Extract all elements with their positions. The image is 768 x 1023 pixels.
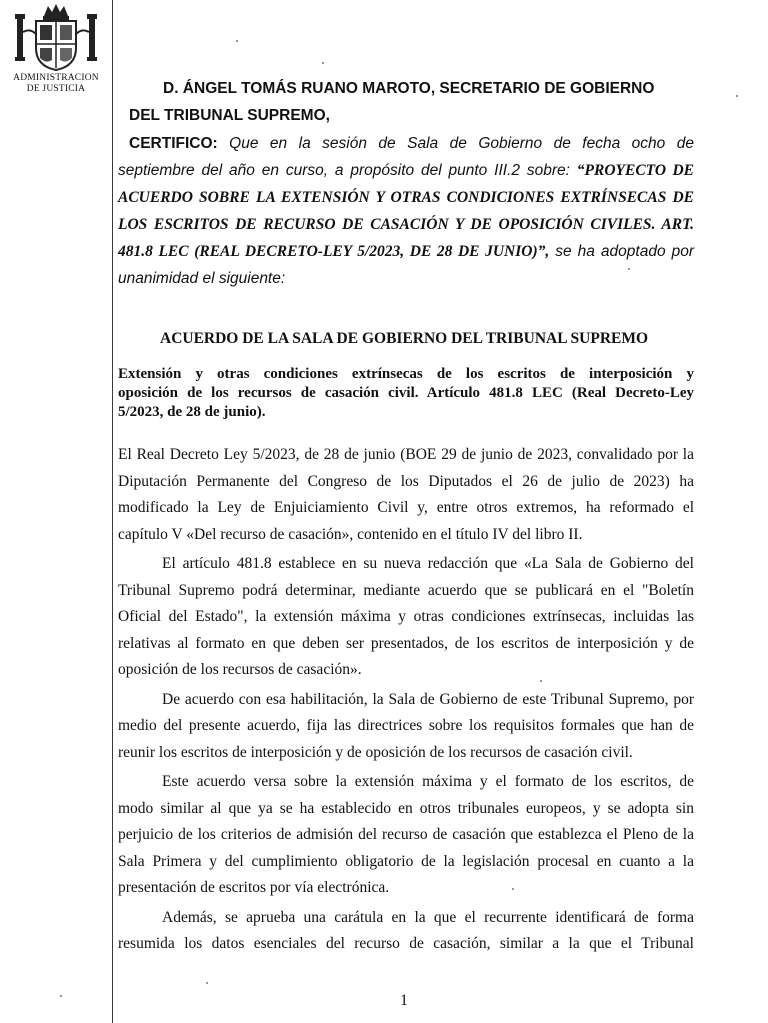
scan-speck: [206, 982, 208, 984]
body-line: El Real Decreto Ley 5/2023, de 28 de junio (BOE 29 de junio de 2023, convalidado por la: [118, 446, 694, 463]
margin-rule: [112, 0, 113, 1023]
coat-of-arms-icon: [14, 2, 98, 72]
institution-label: [10, 73, 102, 95]
subtitle-line: 5/2023, de 28 de junio).: [118, 404, 266, 420]
body-line: Sala Primera y del cumplimiento obligatorio de la legislación procesal en cuanto a la: [118, 852, 694, 870]
subtitle-line: Extensión y otras condiciones extrínsecas de los escritos de interposición y: [118, 366, 694, 382]
agreement-title: ACUERDO DE LA SALA DE GOBIERNO DEL TRIBUNAL SUPREMO: [160, 330, 649, 347]
certification-paragraph: [118, 130, 694, 292]
body-line: Tribunal Supremo podrá determinar, mediante acuerdo que se publicará en el "Boletín: [118, 581, 694, 599]
body-line: relativas al formato en que deben ser presentados, de los escritos de interposición y de: [118, 634, 694, 652]
certification-subject: “PROYECTO DE: [576, 162, 694, 179]
scan-speck: [236, 40, 238, 42]
body-line: presentación de escritos por vía electrónica.: [118, 879, 390, 896]
scan-speck: [628, 268, 630, 270]
agreement-subtitle: [118, 365, 694, 422]
paragraph: [118, 687, 694, 767]
scan-speck: [512, 888, 514, 890]
body-line: resumida los datos esenciales del recurso de casación, similar a la que el Tribunal: [118, 935, 694, 952]
certification-text: Que en la sesión de Sala de Gobierno de fecha ocho de: [217, 135, 694, 152]
scan-speck: [736, 95, 738, 97]
body-line: De acuerdo con esa habilitación, la Sala de Gobierno de este Tribunal Supremo, por: [162, 690, 694, 708]
institution-label-line-1: ADMINISTRACION: [13, 73, 99, 83]
subtitle-line: oposición de los recursos de casación civil. Artículo 481.8 LEC (Real Decreto-Ley: [118, 385, 694, 401]
paragraph: [118, 551, 694, 684]
certification-subject: ACUERDO SOBRE LA EXTENSIÓN Y OTRAS CONDICIONES EXTRÍNSECAS DE: [118, 189, 694, 206]
certification-text: septiembre del año en curso, a propósito del punto III.2 sobre:: [118, 162, 577, 179]
paragraph: [118, 905, 694, 958]
institution-label-line-2: DE JUSTICIA: [26, 84, 86, 94]
body-line: medio del presente acuerdo, fija las directrices sobre los requisitos formales que han de: [118, 717, 694, 734]
certification-line: [118, 157, 694, 184]
paragraph: [118, 769, 694, 902]
body-line: Diputación Permanente del Congreso de los Diputados el 26 de julio de 2023) ha: [118, 472, 694, 490]
body-line: modificado la Ley de Enjuiciamiento Civil y, entre otros extremos, ha reformado el: [118, 499, 694, 516]
paragraph: [118, 442, 694, 548]
body-line: El artículo 481.8 establece en su nueva redacción que «La Sala de Gobierno del: [162, 555, 694, 572]
certification-text: unanimidad el siguiente:: [118, 270, 286, 287]
document-body: [118, 442, 694, 958]
scan-speck: [60, 995, 62, 997]
certification-subject: LOS ESCRITOS DE RECURSO DE CASACIÓN Y DE OPOSICIÓN CIVILES. ART.: [118, 216, 694, 233]
secretary-heading-line-2: DEL TRIBUNAL SUPREMO,: [129, 107, 330, 124]
body-line: capítulo V «Del recurso de casación», contenido en el título IV del libro II.: [118, 525, 583, 543]
page-number: 1: [400, 992, 408, 1009]
body-line: Además, se aprueba una carátula en la que el recurrente identificará de forma: [162, 908, 694, 926]
scan-speck: [540, 680, 542, 682]
certifico-label: CERTIFICO:: [129, 135, 218, 152]
body-line: Oficial del Estado", la extensión máxima y otras condiciones extrínsecas, incluidas las: [118, 608, 694, 625]
body-line: oposición de los recursos de casación».: [118, 661, 362, 678]
certification-line: [118, 130, 694, 157]
certification-subject: 481.8 LEC (REAL DECRETO-LEY 5/2023, DE 28 DE JUNIO)”,: [118, 243, 550, 260]
body-line: perjuicio de los criterios de admisión del recurso de casación que establezca el Pleno de la: [118, 826, 694, 843]
certification-text: se ha adoptado por: [549, 243, 694, 260]
body-line: modo similar al que ya se ha establecido en otros tribunales europeos, y se adopta sin: [118, 799, 694, 817]
certification-line: [118, 238, 694, 265]
secretary-heading-line-1: D. ÁNGEL TOMÁS RUANO MAROTO, SECRETARIO DE GOBIERNO: [163, 80, 655, 97]
body-line: Este acuerdo versa sobre la extensión máxima y el formato de los escritos, de: [162, 773, 694, 790]
body-line: reunir los escritos de interposición y de oposición de los recursos de casación civil.: [118, 743, 633, 761]
scan-speck: [322, 62, 324, 64]
